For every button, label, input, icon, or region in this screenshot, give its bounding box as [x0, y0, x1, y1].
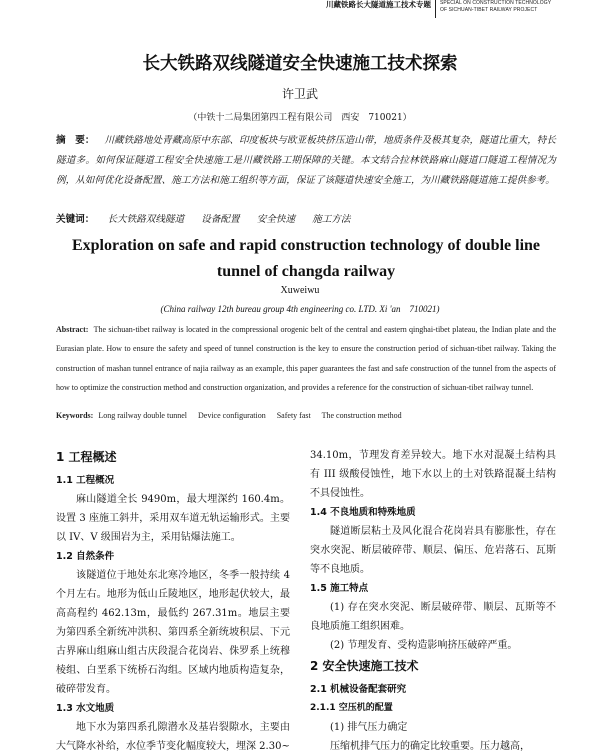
keyword-cn: 长大铁路双线隧道 [107, 214, 185, 225]
paragraph: 麻山隧道全长 9490m，最大埋深约 160.4m。设置 3 座施工斜井，采用双车道无轨运输形式。主要以 IV、V 级围岩为主，采用钻爆法施工。 [56, 494, 290, 543]
affiliation-en: (China railway 12th bureau group 4th engineering co. LTD. Xi 'an 710021) [160, 304, 440, 314]
subsection-heading: 1.1 工程概况 [56, 475, 115, 486]
author: 许卫武 [281, 87, 318, 101]
abstract-cn [56, 131, 556, 191]
body-column-right [310, 446, 556, 756]
paragraph: 34.10m，节理发育差异较大。地下水对混凝土结构具有 III 级酸侵蚀性，地下水以上的土对铁路混凝土结构不具侵蚀性。 [310, 450, 556, 499]
keyword-en: The construction method [321, 411, 402, 420]
list-item: (1) 排气压力确定 [330, 722, 408, 733]
list-item: (2) 节理发育、受构造影响挤压破碎严重。 [330, 640, 518, 651]
abstract-en [56, 320, 556, 397]
keyword-cn: 施工方法 [312, 214, 351, 225]
subsection-heading: 1.5 施工特点 [310, 583, 369, 594]
paragraph: 地下水为第四系孔隙潜水及基岩裂隙水，主要由大气降水补给，水位季节变化幅度较大，埋深 2.30~ [56, 722, 290, 752]
keyword-cn: 安全快速 [256, 214, 296, 225]
journal-header-cn: 川藏铁路长大隧道施工技术专题 [326, 0, 431, 9]
keyword-en: Long railway double tunnel [98, 411, 187, 420]
author-en: Xuweiwu [280, 285, 320, 296]
subsection-heading: 1.2 自然条件 [56, 551, 115, 562]
keywords-en [56, 411, 556, 420]
list-item: (1) 存在突水突泥、断层破碎带、顺层、瓦斯等不良地质施工组织困难。 [310, 602, 556, 632]
keywords-cn [56, 211, 556, 225]
paragraph: 隧道断层粘土及风化混合花岗岩具有膨胀性，存在突水突泥、断层破碎带、顺层、偏压、危岩落石、瓦斯等不良地质。 [310, 526, 556, 575]
title-en: Exploration on safe and rapid construction technology of double line tunnel of changda railway [71, 237, 541, 280]
subsection-heading: 1.3 水文地质 [56, 703, 115, 714]
subsection-heading: 1.4 不良地质和特殊地质 [310, 507, 416, 518]
affiliation: （中铁十二局集团第四工程有限公司 西安 710021） [188, 113, 412, 123]
abstract-cn-text: 川藏铁路地处青藏高原中东部、印度板块与欧亚板块挤压造山带，地质条件及极其复杂，隧道比重大，特长隧道多。如何保证隧道工程安全快速施工是川藏铁路工期保障的关键。本文结合拉林铁路麻山隧道口隧道工程情况为例，从如何优化设备配置、施工方法和施工组织等方面，保证了该隧道快速安全施工，为川藏铁路隧道施工提供参考。 [56, 135, 557, 186]
journal-header [326, 0, 576, 22]
journal-header-en: SPECIAL ON CONSTRUCTION TECHNOLOGY OF SICHUAN-TIBET RAILWAY PROJECT [440, 0, 552, 13]
subsection-heading: 2.1 机械设备配套研究 [310, 684, 407, 695]
keyword-en: Safety fast [276, 411, 311, 420]
abstract-en-text: The sichuan-tibet railway is located in the compressional orogenic belt of the central and eastern qinghai-tibet plateau, the Indian plate and the Eurasian plate. How to ensure the safety and speed of tunnel construction is the key to ensure the construction period of sichuan-tibet railway. Taking the construction of mashan tunnel entrance of najia railway as an example, this paper guarantees the fast and safe construction of the tunnel from the aspects of how to optimize the construction method and construction organization, and provides a reference for the construction of sichuan-tibet railway tunnel. [56, 325, 556, 392]
header-divider [435, 0, 436, 18]
paragraph: 压缩机排气压力的确定比较重要。压力越高， [330, 741, 530, 752]
section-heading: 2 安全快速施工技术 [310, 659, 419, 673]
keywords-en-label: Keywords: [56, 411, 94, 420]
keywords-cn-label: 关键词： [56, 214, 95, 225]
body-column-left [56, 446, 290, 756]
subsubsection-heading: 2.1.1 空压机的配置 [310, 703, 393, 713]
paragraph: 该隧道位于地处东北寒冷地区，冬季一般持续 4 个月左右。地形为低山丘陵地区，地形起伏较大，最高高程约 462.13m，最低约 267.31m。地层主要为第四系全新统冲洪积、第四系全新统坡积层、下元古界麻山组麻山组古庆段混合花岗岩、侏罗系上统穆棱组、白垩系下统桥石沟组。区域内地质构造复杂，破碎带发育。 [56, 570, 290, 695]
abstract-cn-label: 摘 要： [56, 135, 95, 146]
page-title: 长大铁路双线隧道安全快速施工技术探索 [142, 54, 458, 74]
section-heading: 1 工程概述 [56, 450, 117, 464]
abstract-en-label: Abstract: [56, 325, 89, 334]
keyword-cn: 设备配置 [201, 214, 240, 225]
keyword-en: Device configuration [197, 411, 266, 420]
